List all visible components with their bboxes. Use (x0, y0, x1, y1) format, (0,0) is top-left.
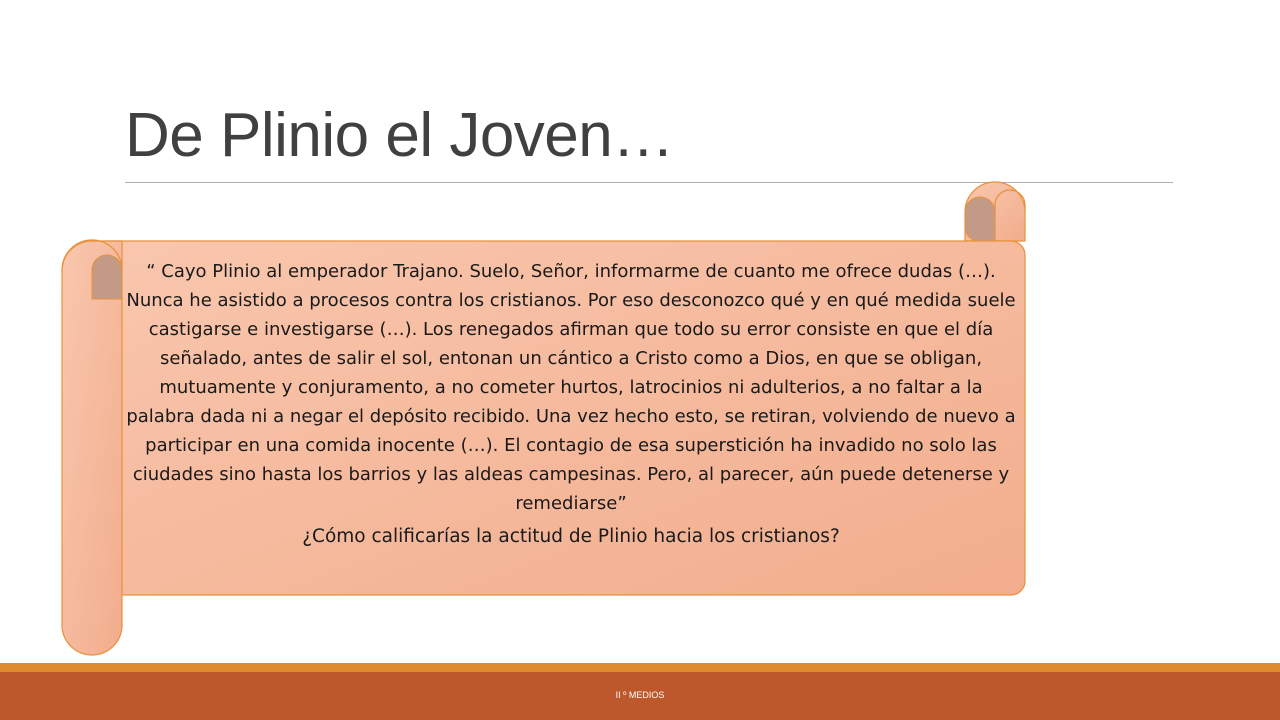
discussion-question: ¿Cómo calificarías la actitud de Plinio hacia los cristianos? (302, 526, 840, 547)
scroll-left-fold (92, 255, 122, 299)
scroll-text (125, 257, 1017, 551)
scroll-left-roll (62, 241, 122, 655)
footer-accent-band (0, 663, 1280, 672)
slide-title: De Plinio el Joven… (125, 101, 674, 170)
quote-text: “ Cayo Plinio al emperador Trajano. Suelo, Señor, informarme de cuanto me ofrece dudas (…). Nunca he asistido a procesos contra los cristianos. Por eso desconozco qué y en qué medida suele castigarse e investigarse (…). Los renegados afirman que todo su error consiste en que el día señalado, antes de salir el sol, entonan un cántico a Cristo como a Dios, en que se obligan, mutuamente y conjuramento, a no cometer hurtos, latrocinios ni adulterios, a no faltar a la palabra dada ni a negar el depósito recibido. Una vez hecho esto, se retiran, volviendo de nuevo a participar en una comida inocente (…). El contagio de esa superstición ha invadido no solo las ciudades sino hasta los barrios y las aldeas campesinas. Pero, al parecer, aún puede detenerse y remediarse” (126, 261, 1016, 514)
footer-label: II º MEDIOS (615, 690, 665, 700)
